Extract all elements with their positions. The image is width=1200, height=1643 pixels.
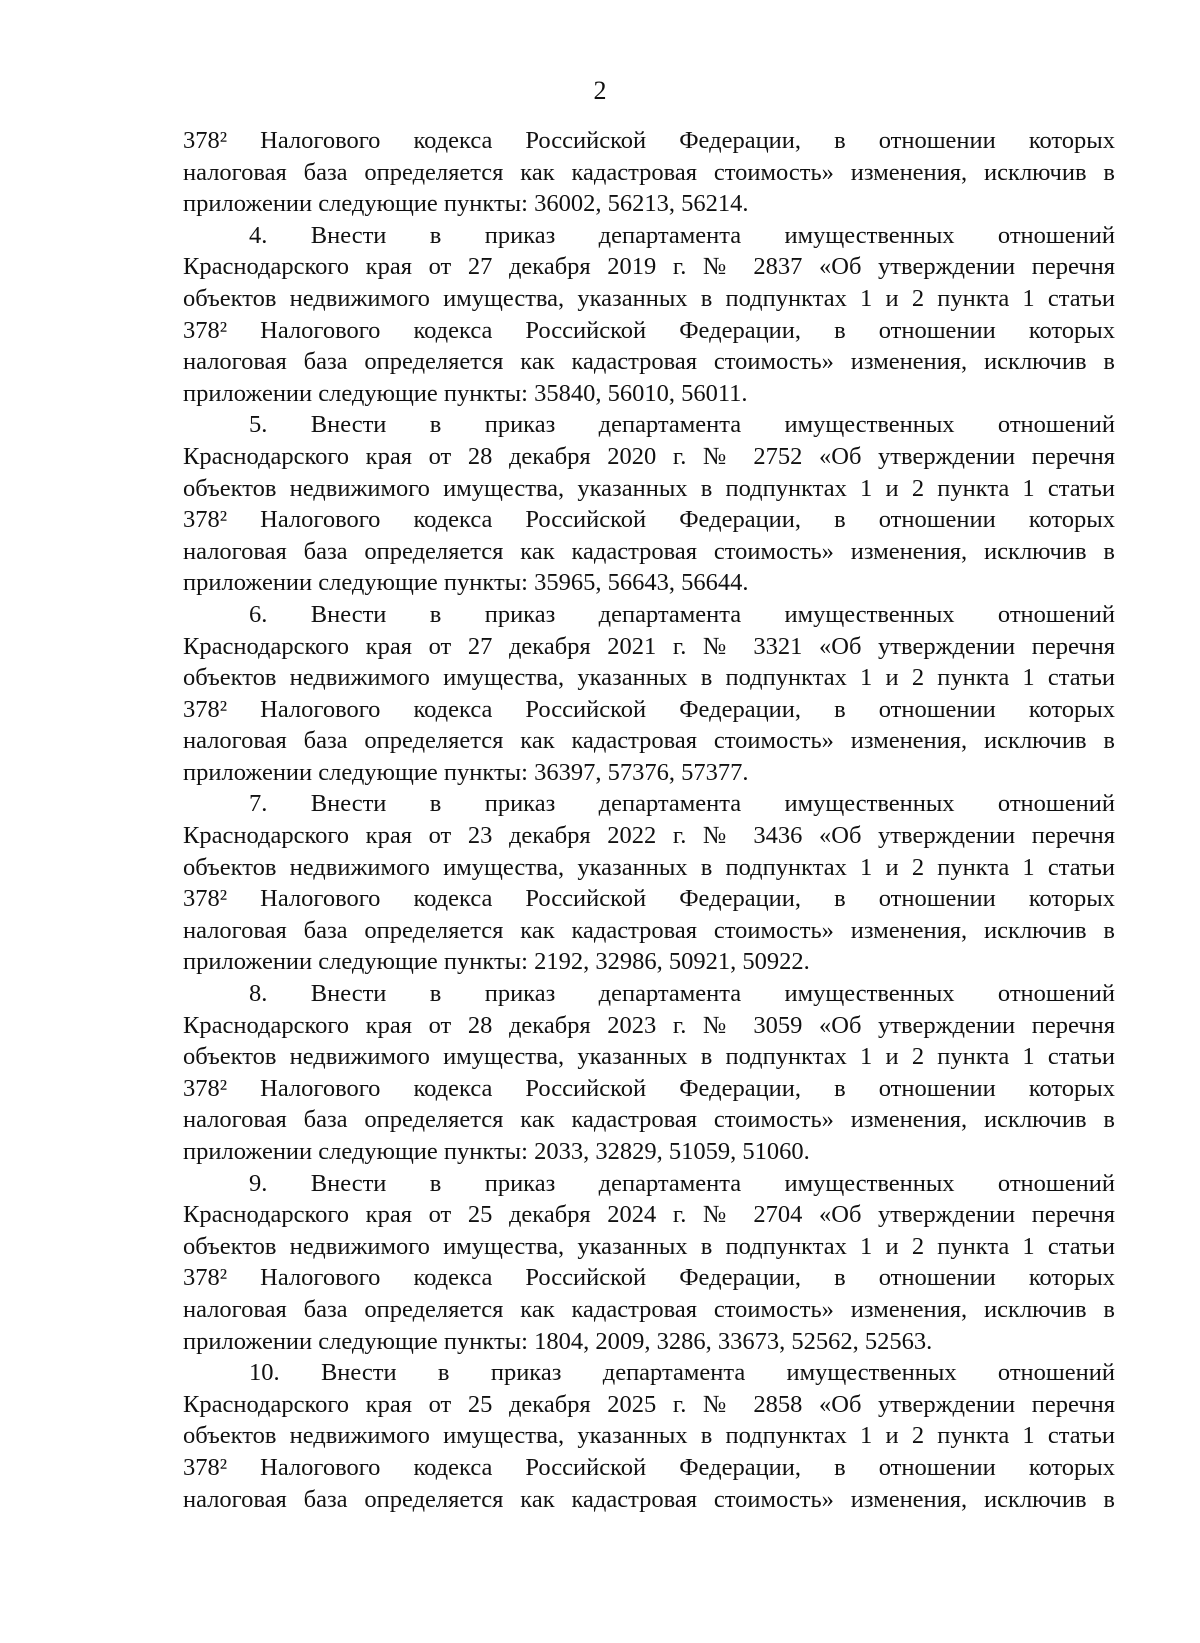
text-line: Краснодарского края от 23 декабря 2022 г. № 3436 «Об утверждении перечня xyxy=(183,822,1115,850)
paragraph-item-6 xyxy=(183,599,1115,789)
text-line: 6. Внести в приказ департамента имущественных отношений xyxy=(249,600,1115,628)
text-line: объектов недвижимого имущества, указанных в подпунктах 1 и 2 пункта 1 статьи xyxy=(183,1232,1115,1260)
paragraph-item-5 xyxy=(183,409,1115,599)
text-line: 378² Налогового кодекса Российской Федерации, в отношении которых xyxy=(183,127,1115,154)
text-line: 7. Внести в приказ департамента имущественных отношений xyxy=(249,790,1115,818)
document-body xyxy=(183,125,1115,1515)
text-line: налоговая база определяется как кадастровая стоимость» изменения, исключив в xyxy=(183,1485,1115,1513)
text-line: 378² Налогового кодекса Российской Федерации, в отношении которых xyxy=(183,695,1115,723)
text-line: Краснодарского края от 27 декабря 2021 г. № 3321 «Об утверждении перечня xyxy=(183,632,1115,660)
text-line: 378² Налогового кодекса Российской Федерации, в отношении которых xyxy=(183,506,1115,534)
text-line: объектов недвижимого имущества, указанных в подпунктах 1 и 2 пункта 1 статьи xyxy=(183,664,1115,692)
text-line: 10. Внести в приказ департамента имущественных отношений xyxy=(249,1359,1115,1387)
text-line: Краснодарского края от 25 декабря 2024 г. № 2704 «Об утверждении перечня xyxy=(183,1201,1115,1229)
text-line: объектов недвижимого имущества, указанных в подпунктах 1 и 2 пункта 1 статьи xyxy=(183,474,1115,502)
text-line: Краснодарского края от 28 декабря 2023 г. № 3059 «Об утверждении перечня xyxy=(183,1011,1115,1039)
text-line: приложении следующие пункты: 36002, 56213, 56214. xyxy=(183,190,749,218)
text-line: объектов недвижимого имущества, указанных в подпунктах 1 и 2 пункта 1 статьи xyxy=(183,853,1115,881)
text-line: Краснодарского края от 27 декабря 2019 г. № 2837 «Об утверждении перечня xyxy=(183,253,1115,281)
text-line: налоговая база определяется как кадастровая стоимость» изменения, исключив в xyxy=(183,348,1115,376)
text-line: налоговая база определяется как кадастровая стоимость» изменения, исключив в xyxy=(183,916,1115,944)
text-line: 378² Налогового кодекса Российской Федерации, в отношении которых xyxy=(183,1074,1115,1102)
paragraph-item-10 xyxy=(183,1357,1115,1515)
text-line: приложении следующие пункты: 36397, 57376, 57377. xyxy=(183,758,749,786)
text-line: налоговая база определяется как кадастровая стоимость» изменения, исключив в xyxy=(183,537,1115,565)
text-line: налоговая база определяется как кадастровая стоимость» изменения, исключив в xyxy=(183,1295,1115,1323)
text-line: Краснодарского края от 25 декабря 2025 г. № 2858 «Об утверждении перечня xyxy=(183,1390,1115,1418)
text-line: приложении следующие пункты: 2033, 32829, 51059, 51060. xyxy=(183,1138,810,1165)
text-line: приложении следующие пункты: 35840, 56010, 56011. xyxy=(183,379,748,407)
text-line: налоговая база определяется как кадастровая стоимость» изменения, исключив в xyxy=(183,158,1115,186)
text-line: Краснодарского края от 28 декабря 2020 г. № 2752 «Об утверждении перечня xyxy=(183,442,1115,470)
text-line: налоговая база определяется как кадастровая стоимость» изменения, исключив в xyxy=(183,1106,1115,1134)
text-line: 378² Налогового кодекса Российской Федерации, в отношении которых xyxy=(183,885,1115,913)
text-line: объектов недвижимого имущества, указанных в подпунктах 1 и 2 пункта 1 статьи xyxy=(183,1043,1115,1071)
text-line: 8. Внести в приказ департамента имущественных отношений xyxy=(249,980,1115,1008)
text-line: объектов недвижимого имущества, указанных в подпунктах 1 и 2 пункта 1 статьи xyxy=(183,284,1115,312)
text-line: 378² Налогового кодекса Российской Федерации, в отношении которых xyxy=(183,316,1115,344)
text-line: 4. Внести в приказ департамента имущественных отношений xyxy=(249,221,1115,249)
paragraph-continuation xyxy=(183,125,1115,220)
paragraph-item-8 xyxy=(183,978,1115,1168)
text-line: 9. Внести в приказ департамента имущественных отношений xyxy=(249,1169,1115,1197)
text-line: налоговая база определяется как кадастровая стоимость» изменения, исключив в xyxy=(183,727,1115,755)
text-line: 378² Налогового кодекса Российской Федерации, в отношении которых xyxy=(183,1453,1115,1481)
text-line: объектов недвижимого имущества, указанных в подпунктах 1 и 2 пункта 1 статьи xyxy=(183,1422,1115,1450)
paragraph-item-7 xyxy=(183,788,1115,978)
text-line: 378² Налогового кодекса Российской Федерации, в отношении которых xyxy=(183,1264,1115,1292)
text-line: 5. Внести в приказ департамента имущественных отношений xyxy=(249,411,1115,439)
text-line: приложении следующие пункты: 2192, 32986, 50921, 50922. xyxy=(183,948,810,976)
text-line: приложении следующие пункты: 1804, 2009, 3286, 33673, 52562, 52563. xyxy=(183,1327,933,1355)
text-line: приложении следующие пункты: 35965, 56643, 56644. xyxy=(183,569,749,597)
page-number: 2 xyxy=(593,76,607,105)
paragraph-item-4 xyxy=(183,220,1115,410)
paragraph-item-9 xyxy=(183,1168,1115,1358)
